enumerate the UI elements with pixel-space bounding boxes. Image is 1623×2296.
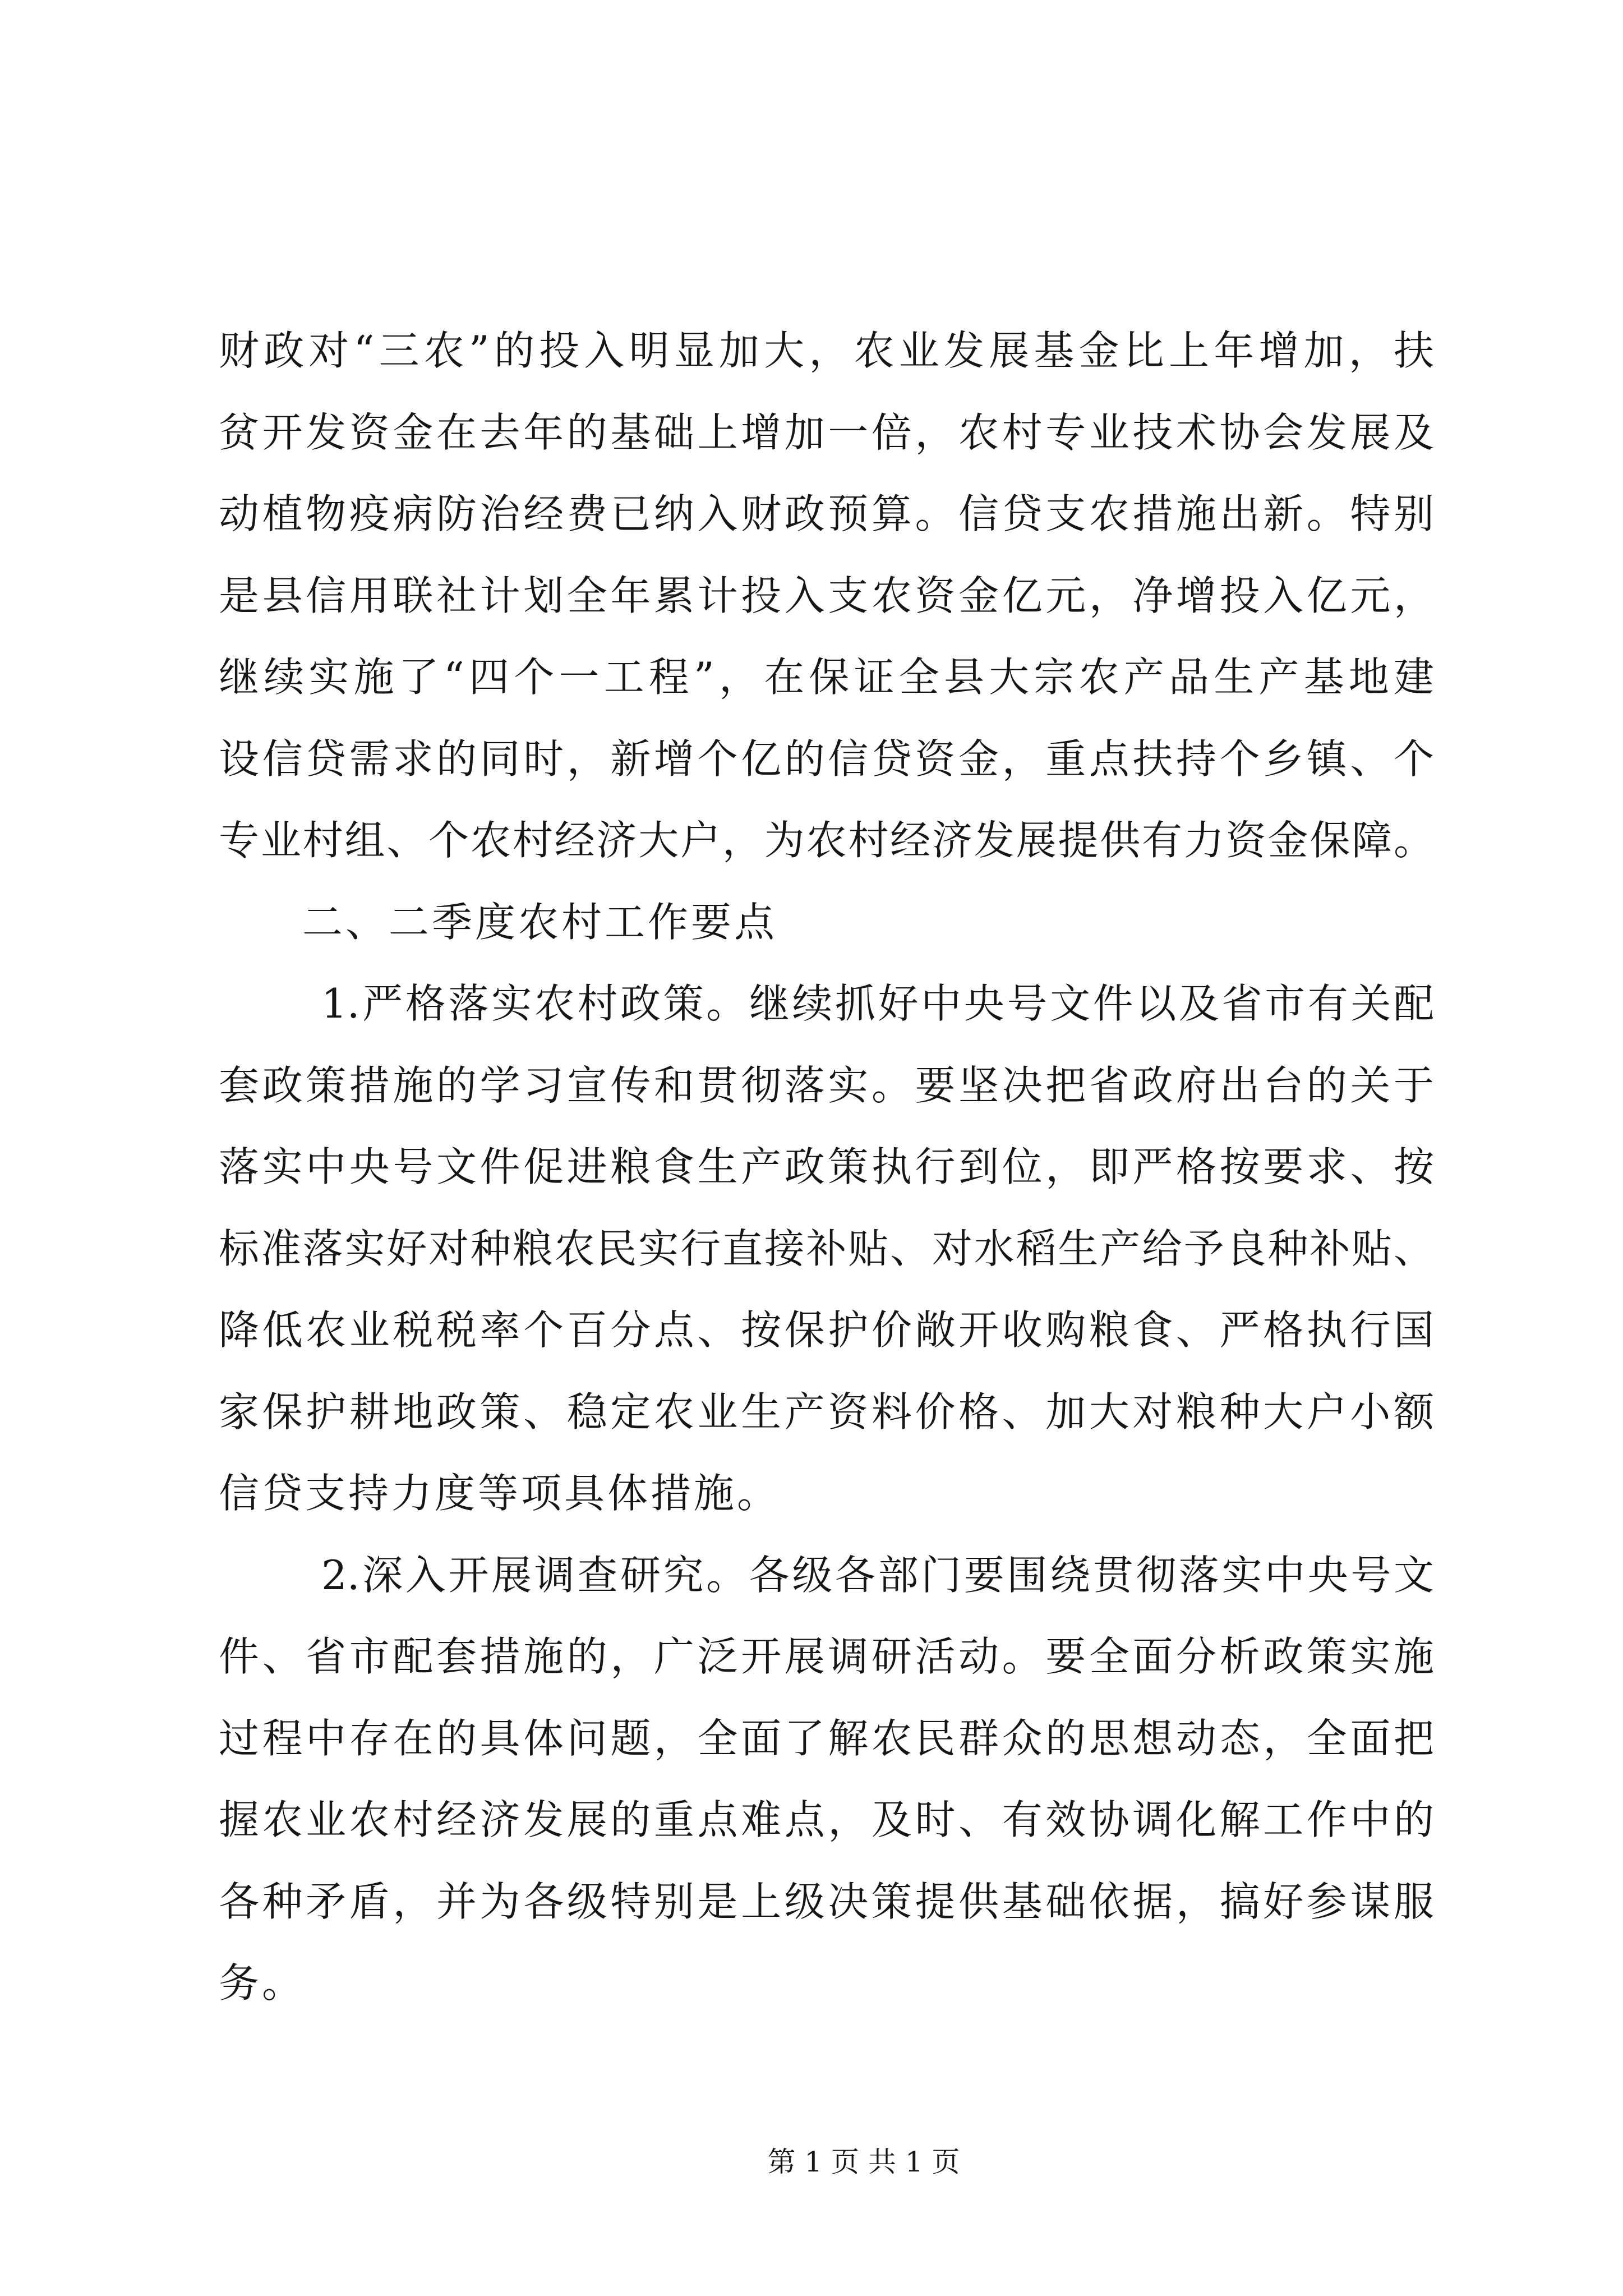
- section-heading: 二、二季度农村工作要点: [302, 898, 778, 946]
- paragraph-line: 务。: [219, 1959, 306, 2007]
- paragraph-line: 握农业农村经济发展的重点难点，及时、有效协调化解工作中的: [219, 1796, 1434, 1843]
- paragraph-line: 件、省市配套措施的，广泛开展调研活动。要全面分析政策实施: [219, 1633, 1434, 1680]
- paragraph-line: 过程中存在的具体问题，全面了解农民群众的思想动态，全面把: [219, 1714, 1434, 1762]
- paragraph-line: 各种矛盾，并为各级特别是上级决策提供基础依据，搞好参谋服: [219, 1878, 1434, 1925]
- paragraph-finance: [219, 310, 1434, 882]
- page-footer: 第 1 页 共 1 页: [767, 2146, 960, 2178]
- document-body: [219, 310, 1434, 2024]
- paragraph-line: 贫开发资金在去年的基础上增加一倍，农村专业技术协会发展及: [219, 408, 1434, 456]
- paragraph-line: 落实中央号文件促进粮食生产政策执行到位，即严格按要求、按: [219, 1143, 1434, 1190]
- paragraph-line: 设信贷需求的同时，新增个亿的信贷资金，重点扶持个乡镇、个: [219, 735, 1434, 783]
- paragraph-line: 信贷支持力度等项具体措施。: [219, 1470, 781, 1517]
- paragraph-line: 动植物疫病防治经费已纳入财政预算。信贷支农措施出新。特别: [219, 490, 1434, 537]
- paragraph-item-2: [219, 1535, 1434, 2024]
- paragraph-line: 是县信用联社计划全年累计投入支农资金亿元，净增投入亿元，: [219, 572, 1434, 619]
- paragraph-line: 1.严格落实农村政策。继续抓好中央号文件以及省市有关配: [321, 980, 1434, 1027]
- paragraph-line: 标准落实好对种粮农民实行直接补贴、对水稻生产给予良种补贴、: [219, 1225, 1434, 1272]
- paragraph-line: 2.深入开展调查研究。各级各部门要围绕贯彻落实中央号文: [321, 1551, 1434, 1599]
- paragraph-item-1: [219, 963, 1434, 1535]
- paragraph-line: 专业村组、个农村经济大户，为农村经济发展提供有力资金保障。: [219, 817, 1434, 864]
- paragraph-line: 财政对“三农”的投入明显加大，农业发展基金比上年增加，扶: [219, 327, 1434, 374]
- paragraph-line: 套政策措施的学习宣传和贯彻落实。要坚决把省政府出台的关于: [219, 1061, 1434, 1109]
- paragraph-line: 继续实施了“四个一工程”，在保证全县大宗农产品生产基地建: [219, 654, 1434, 701]
- paragraph-line: 家保护耕地政策、稳定农业生产资料价格、加大对粮种大户小额: [219, 1388, 1434, 1435]
- paragraph-line: 降低农业税税率个百分点、按保护价敞开收购粮食、严格执行国: [219, 1306, 1434, 1354]
